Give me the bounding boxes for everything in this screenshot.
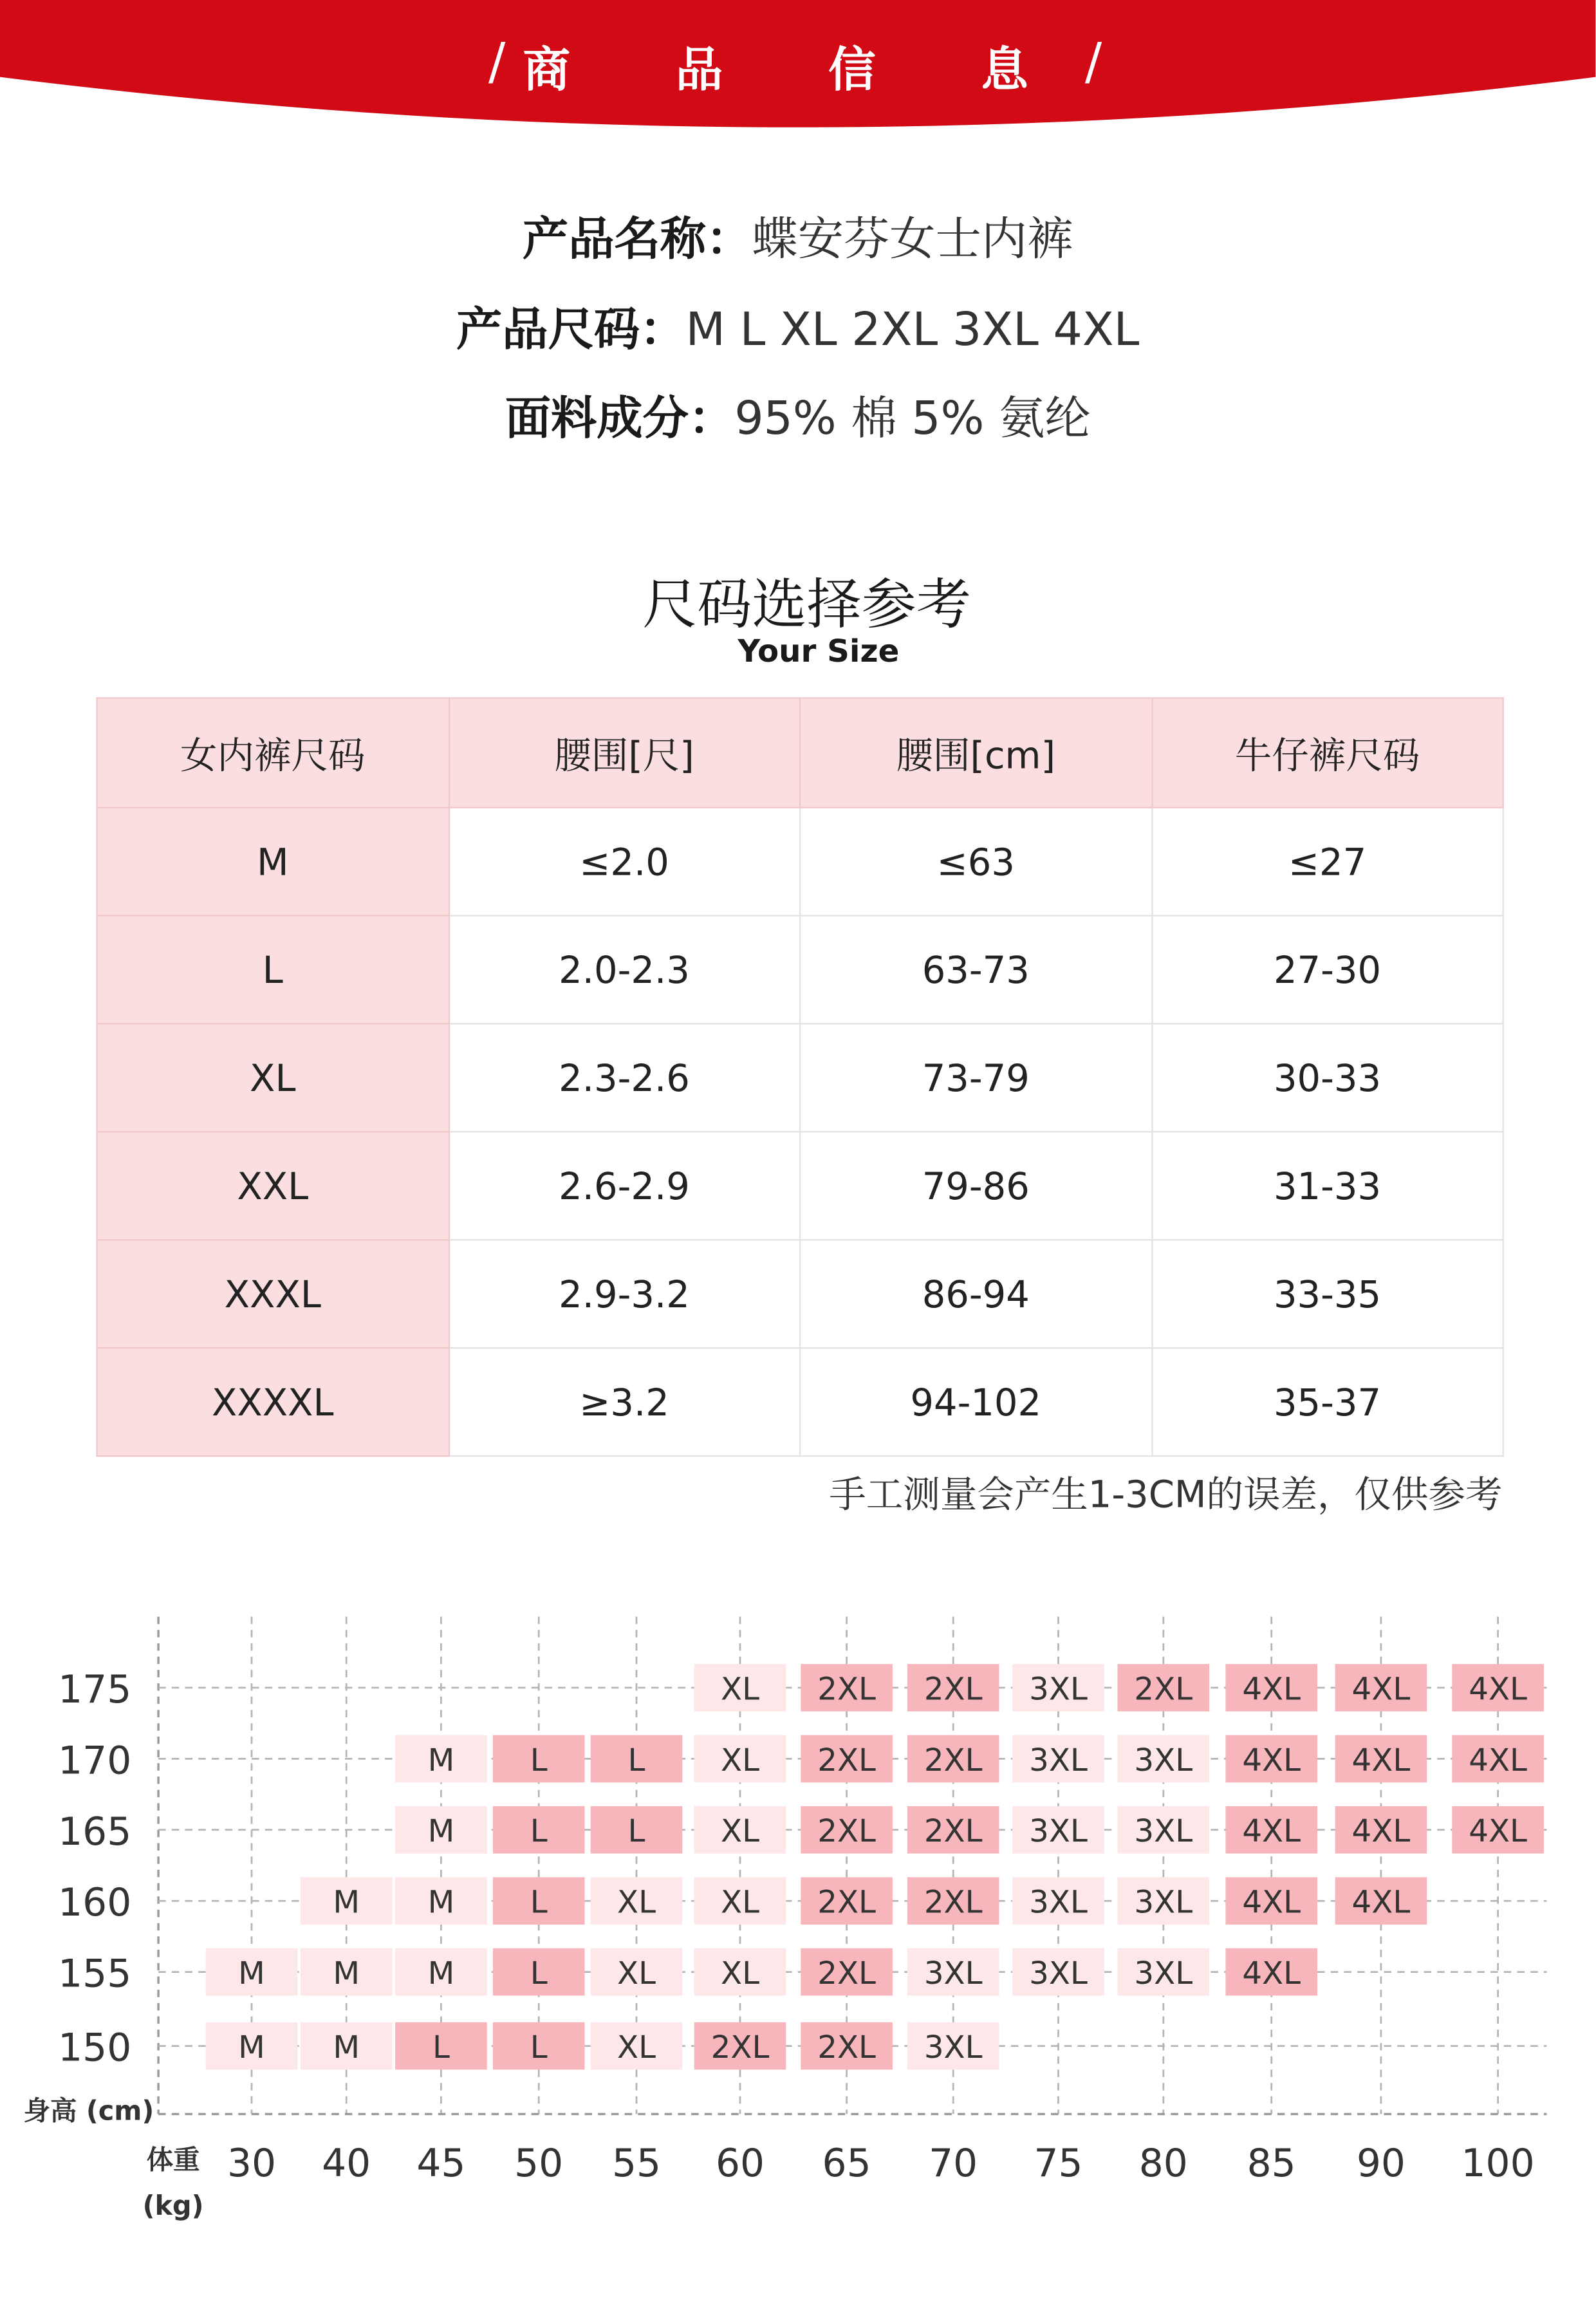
size-cell: XL <box>97 1023 449 1132</box>
size-cell-label: M <box>333 2029 360 2066</box>
size-cell-label: XL <box>721 1742 760 1778</box>
size-cell-label: 4XL <box>1469 1813 1527 1850</box>
x-tick-label: 90 <box>1356 2140 1406 2186</box>
product-size-value: M L XL 2XL 3XL 4XL <box>685 303 1140 357</box>
header-banner <box>0 0 1595 130</box>
size-cell-label: XL <box>617 2029 656 2066</box>
size-cell: XXXXL <box>97 1348 449 1456</box>
product-fabric-value: 95% 棉 5% 氨纶 <box>734 392 1091 446</box>
table-row <box>97 1132 1503 1240</box>
size-cell-label: L <box>530 1955 548 1992</box>
size-cell-label: 2XL <box>923 1671 983 1708</box>
size-cell-label: 3XL <box>1134 1955 1193 1992</box>
size-table-header: 牛仔裤尺码 <box>1151 698 1503 807</box>
jeans-size-cell: 27-30 <box>1151 916 1503 1024</box>
size-cell: M <box>97 808 449 916</box>
product-size-label: 产品尺码： <box>456 303 686 357</box>
jeans-size-cell: ≤27 <box>1151 808 1503 916</box>
x-tick-label: 60 <box>715 2140 765 2186</box>
waist-cm-cell: 63-73 <box>800 916 1151 1024</box>
size-section-title: 尺码选择参考 <box>642 573 971 637</box>
size-cell-label: XL <box>721 1671 760 1708</box>
x-tick-label: 50 <box>514 2140 564 2186</box>
size-cell-label: XL <box>721 1813 760 1850</box>
product-size-line <box>0 301 1595 360</box>
size-cell-label: 4XL <box>1242 1884 1301 1921</box>
waist-cm-cell: 73-79 <box>800 1023 1151 1132</box>
waist-cm-cell: 79-86 <box>800 1132 1151 1240</box>
size-cell-label: 4XL <box>1469 1742 1527 1778</box>
banner-slash-left: / <box>488 32 506 92</box>
y-tick-label: 160 <box>58 1880 132 1926</box>
x-tick-label: 40 <box>322 2140 371 2186</box>
size-cell-label: 3XL <box>1029 1955 1088 1992</box>
waist-chi-cell: 2.0-2.3 <box>449 916 800 1024</box>
y-tick-label: 175 <box>58 1666 132 1712</box>
product-fabric-label: 面料成分： <box>505 392 735 446</box>
size-table <box>97 697 1504 1457</box>
size-cell-label: XL <box>721 1955 760 1992</box>
x-tick-label: 100 <box>1461 2140 1535 2186</box>
table-row <box>97 1240 1503 1348</box>
banner-title: 商 品 信 息 <box>523 41 1073 98</box>
size-grid-svg <box>0 1599 1595 2250</box>
product-fabric-line <box>0 389 1595 449</box>
size-cell-label: 2XL <box>817 1813 876 1850</box>
size-cell-label: L <box>627 1813 645 1850</box>
x-tick-label: 80 <box>1138 2140 1188 2186</box>
size-cell-label: 4XL <box>1242 1671 1301 1708</box>
size-cell-label: M <box>427 1742 455 1778</box>
size-cell-label: M <box>333 1955 360 1992</box>
size-table-header: 女内裤尺码 <box>97 698 449 807</box>
x-tick-label: 75 <box>1034 2140 1083 2186</box>
size-cell-label: XL <box>617 1955 656 1992</box>
size-cell: XXXL <box>97 1240 449 1348</box>
waist-chi-cell: 2.9-3.2 <box>449 1240 800 1348</box>
size-cell-label: M <box>238 1955 265 1992</box>
table-row <box>97 1348 1503 1456</box>
size-cell-label: 4XL <box>1469 1671 1527 1708</box>
product-name-value: 蝶安芬女士内裤 <box>752 213 1073 266</box>
size-cell-label: L <box>432 2029 450 2066</box>
jeans-size-cell: 35-37 <box>1151 1348 1503 1456</box>
size-section-subtitle: Your Size <box>738 633 900 669</box>
waist-cm-cell: 94-102 <box>800 1348 1151 1456</box>
size-cell-label: 4XL <box>1242 1955 1301 1992</box>
size-cell-label: 2XL <box>817 1671 876 1708</box>
size-cell-label: L <box>530 1813 548 1850</box>
size-cell-label: M <box>238 2029 265 2066</box>
size-cell-label: 2XL <box>817 1884 876 1921</box>
x-axis-unit-label: (kg) <box>142 2190 204 2221</box>
x-axis-label: 体重 <box>146 2144 200 2176</box>
size-cell-label: 3XL <box>1029 1813 1088 1850</box>
y-tick-label: 170 <box>58 1738 132 1784</box>
size-cell-label: 3XL <box>1029 1671 1088 1708</box>
height-weight-size-chart <box>0 1599 1595 2250</box>
size-cell-label: L <box>530 1884 548 1921</box>
size-cell-label: 4XL <box>1242 1813 1301 1850</box>
table-row <box>97 916 1503 1024</box>
size-table-header: 腰围[尺] <box>449 698 800 807</box>
size-cell-label: M <box>427 1813 455 1850</box>
size-cell-label: 2XL <box>1134 1671 1193 1708</box>
size-cell-label: 3XL <box>923 2029 983 2066</box>
size-cell-label: L <box>530 2029 548 2066</box>
waist-cm-cell: 86-94 <box>800 1240 1151 1348</box>
waist-chi-cell: ≥3.2 <box>449 1348 800 1456</box>
size-cell-label: L <box>530 1742 548 1778</box>
size-cell-label: 3XL <box>1134 1813 1193 1850</box>
jeans-size-cell: 30-33 <box>1151 1023 1503 1132</box>
size-cell-label: 4XL <box>1351 1813 1411 1850</box>
waist-chi-cell: ≤2.0 <box>449 808 800 916</box>
waist-cm-cell: ≤63 <box>800 808 1151 916</box>
measurement-note: 手工测量会产生1-3CM的误差，仅供参考 <box>829 1473 1503 1516</box>
size-cell-label: 3XL <box>1134 1742 1193 1778</box>
x-tick-label: 85 <box>1247 2140 1296 2186</box>
size-cell-label: 3XL <box>1029 1884 1088 1921</box>
size-cell-label: 4XL <box>1351 1884 1411 1921</box>
x-tick-label: 55 <box>611 2140 662 2186</box>
waist-chi-cell: 2.6-2.9 <box>449 1132 800 1240</box>
size-cell-label: XL <box>617 1884 656 1921</box>
x-tick-label: 45 <box>416 2140 466 2186</box>
size-cell-label: 4XL <box>1351 1742 1411 1778</box>
table-row <box>97 808 1503 916</box>
size-cell-label: M <box>427 1955 455 1992</box>
size-cell-label: 2XL <box>817 1742 876 1778</box>
size-cell-label: 2XL <box>923 1742 983 1778</box>
size-cell-label: XL <box>721 1884 760 1921</box>
jeans-size-cell: 31-33 <box>1151 1132 1503 1240</box>
size-cell-label: 2XL <box>923 1884 983 1921</box>
size-cell-label: L <box>627 1742 645 1778</box>
y-tick-label: 150 <box>58 2025 132 2071</box>
table-row <box>97 1023 1503 1132</box>
size-cell: XXL <box>97 1132 449 1240</box>
size-cell-label: 3XL <box>923 1955 983 1992</box>
x-tick-label: 30 <box>227 2140 277 2186</box>
y-tick-label: 155 <box>58 1951 132 1997</box>
size-cell-label: 2XL <box>710 2029 770 2066</box>
y-axis-label: 身高 (cm) <box>23 2095 154 2127</box>
size-cell-label: M <box>427 1884 455 1921</box>
size-cell-label: 2XL <box>817 1955 876 1992</box>
size-cell: L <box>97 916 449 1024</box>
product-name-label: 产品名称： <box>522 213 752 266</box>
size-cell-label: 2XL <box>817 2029 876 2066</box>
product-name-line <box>0 210 1595 270</box>
size-cell-label: 2XL <box>923 1813 983 1850</box>
y-tick-label: 165 <box>58 1809 132 1854</box>
size-cell-label: 4XL <box>1242 1742 1301 1778</box>
size-cell-label: 4XL <box>1351 1671 1411 1708</box>
size-cell-label: 3XL <box>1134 1884 1193 1921</box>
size-cell-label: M <box>333 1884 360 1921</box>
size-cell-label: 3XL <box>1029 1742 1088 1778</box>
size-table-header-row <box>97 698 1503 807</box>
x-tick-label: 70 <box>929 2140 978 2186</box>
waist-chi-cell: 2.3-2.6 <box>449 1023 800 1132</box>
x-tick-label: 65 <box>822 2140 871 2186</box>
jeans-size-cell: 33-35 <box>1151 1240 1503 1348</box>
size-table-header: 腰围[cm] <box>800 698 1151 807</box>
banner-slash-right: / <box>1084 32 1102 92</box>
